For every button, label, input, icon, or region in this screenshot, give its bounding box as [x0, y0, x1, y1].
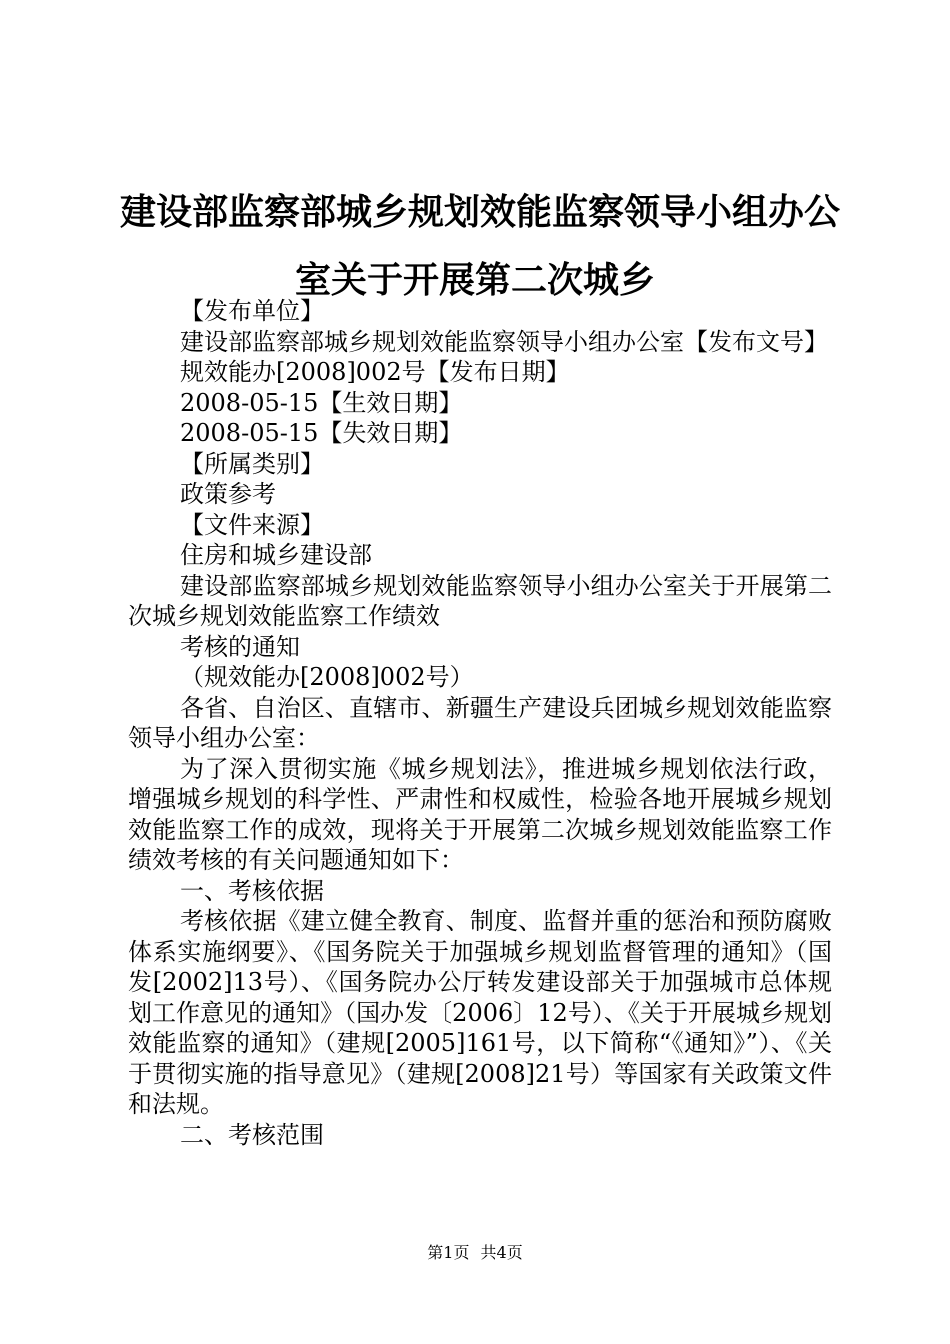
- document-body: [128, 296, 832, 1150]
- paragraph: 【文件来源】: [180, 510, 324, 539]
- paragraph: 2008-05-15【失效日期】: [180, 419, 463, 447]
- paragraph: 住房和城乡建设部: [180, 541, 372, 569]
- paragraph: 各省、自治区、直辖市、新疆生产建设兵团城乡规划效能监察领导小组办公室：: [128, 693, 832, 752]
- paragraph: 为了深入贯彻实施《城乡规划法》，推进城乡规划依法行政，增强城乡规划的科学性、严肃性和权威性，检验各地开展城乡规划效能监察工作的成效，现将关于开展第二次城乡规划效能监察工作绩效考核的有关问题通知如下：: [128, 754, 832, 874]
- paragraph: 考核依据《建立健全教育、制度、监督并重的惩治和预防腐败体系实施纲要》、《国务院关于加强城乡规划监督管理的通知》（国发[2002]13号）、《国务院办公厅转发建设部关于加强城市总体规划工作意见的通知》（国办发〔2006〕12号）、《关于开展城乡规划效能监察的通知》（建规[2005]161号，以下简称“《通知》”）、《关于贯彻实施的指导意见》（建规[2008]21号）等国家有关政策文件和法规。: [128, 907, 832, 1118]
- paragraph: 【发布单位】: [180, 297, 324, 325]
- paragraph: 2008-05-15【生效日期】: [180, 388, 463, 417]
- paragraph: 建设部监察部城乡规划效能监察领导小组办公室关于开展第二次城乡规划效能监察工作绩效: [128, 571, 832, 630]
- paragraph: 建设部监察部城乡规划效能监察领导小组办公室【发布文号】: [180, 327, 828, 356]
- section-heading: 一、考核依据: [180, 876, 324, 905]
- paragraph: 考核的通知: [180, 632, 300, 661]
- page-total: 共4页: [480, 1243, 523, 1262]
- page-number: 第1页: [427, 1243, 470, 1262]
- paragraph: 【所属类别】: [180, 449, 324, 478]
- title-line-2: 室关于开展第二次城乡: [294, 259, 655, 301]
- document-title: [120, 178, 841, 314]
- page-footer: [0, 1242, 950, 1264]
- paragraph: 规效能办[2008]002号【发布日期】: [180, 358, 570, 386]
- paragraph: （规效能办[2008]002号）: [180, 663, 474, 691]
- paragraph: 政策参考: [180, 480, 276, 508]
- section-heading: 二、考核范围: [180, 1120, 324, 1149]
- title-line-1: 建设部监察部城乡规划效能监察领导小组办公: [120, 191, 841, 233]
